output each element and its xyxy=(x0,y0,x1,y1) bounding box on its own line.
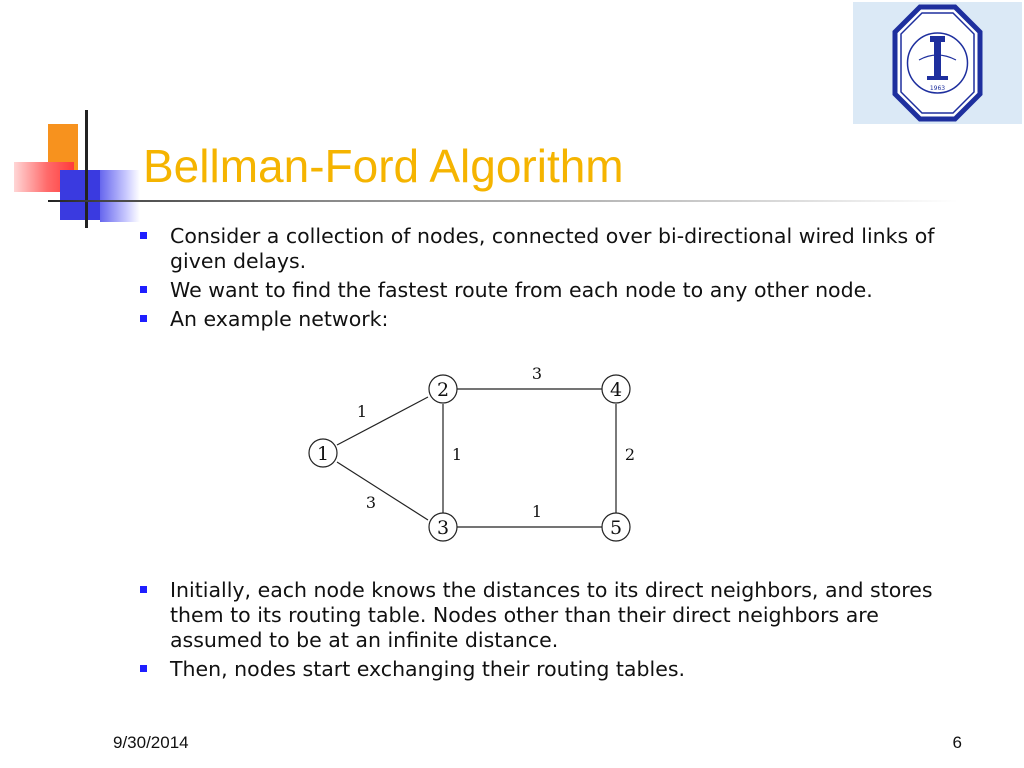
bullet-marker-icon xyxy=(140,286,147,293)
bullet-item xyxy=(138,307,958,332)
bullet-item xyxy=(138,224,958,274)
bullet-text: Then, nodes start exchanging their routing tables. xyxy=(170,657,686,681)
bullet-item xyxy=(138,278,958,303)
edge-1-3-weight: 3 xyxy=(365,493,377,512)
footer-date: 9/30/2014 xyxy=(113,733,189,752)
network-diagram xyxy=(300,365,645,550)
ornament-blue-fade xyxy=(100,170,140,222)
edge-4-5-weight: 2 xyxy=(624,445,636,464)
bullet-text: Initially, each node knows the distances to its direct neighbors, and stores them to its routing table. Nodes other than their direct neighbors are assumed to be at an infinite distance. xyxy=(170,578,933,652)
bullet-text: We want to find the fastest route from each node to any other node. xyxy=(170,278,873,302)
bullet-marker-icon xyxy=(140,586,147,593)
slide-title: Bellman-Ford Algorithm xyxy=(143,140,624,192)
edge-2-3-weight: 1 xyxy=(451,445,463,464)
bullet-marker-icon xyxy=(140,665,147,672)
node-1-label: 1 xyxy=(316,443,330,465)
logo-year: 1963 xyxy=(929,85,946,92)
bullet-text: An example network: xyxy=(170,307,389,331)
bullet-item xyxy=(138,578,958,653)
node-5-label: 5 xyxy=(609,517,623,539)
bullet-list-top xyxy=(138,224,958,336)
edge-3-5-weight: 1 xyxy=(531,502,543,521)
bullet-list-bottom xyxy=(138,578,958,686)
node-4-label: 4 xyxy=(609,379,623,401)
title-underline xyxy=(48,200,958,202)
bullet-text: Consider a collection of nodes, connected over bi-directional wired links of given delays. xyxy=(170,224,935,273)
university-seal-icon xyxy=(853,2,1022,124)
ornament-blue-square xyxy=(60,170,100,220)
edge-2-4-weight: 3 xyxy=(531,365,543,383)
edge-1-2 xyxy=(337,397,428,445)
page-number: 6 xyxy=(952,733,962,752)
bullet-marker-icon xyxy=(140,232,147,239)
bullet-marker-icon xyxy=(140,315,147,322)
edge-1-2-weight: 1 xyxy=(356,402,368,421)
ornament-vertical-line xyxy=(85,110,88,228)
bullet-item xyxy=(138,657,958,682)
node-2-label: 2 xyxy=(436,379,450,401)
edge-1-3 xyxy=(337,462,428,520)
university-logo xyxy=(853,2,1022,124)
node-3-label: 3 xyxy=(436,517,450,539)
